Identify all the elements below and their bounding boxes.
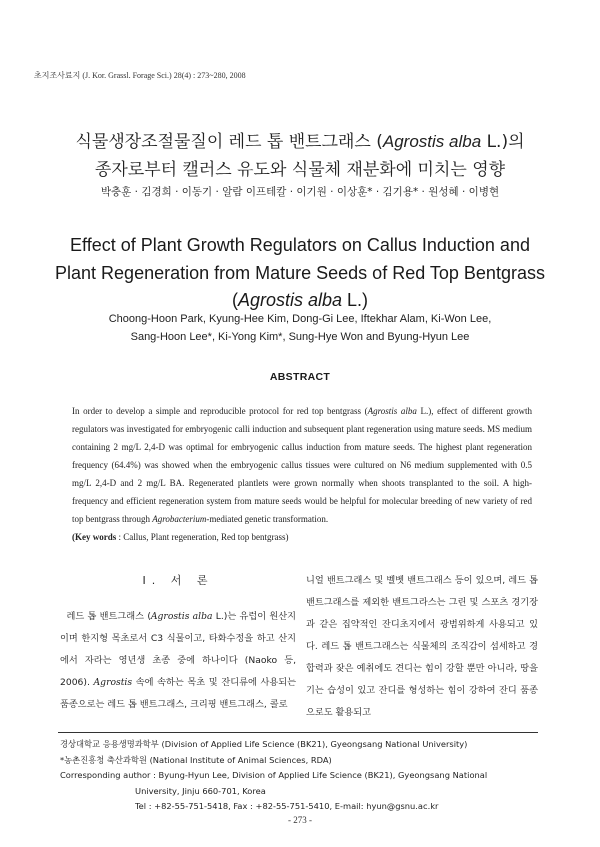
footnote-address: University, Jinju 660-701, Korea [135,785,266,796]
intro-paragraph: 니얼 밴트그래스 및 벨벳 밴트그래스 등이 있으며, 레드 톱 밴트그래스를 제외한 밴트그라스는 그린 및 스포츠 경기장과 같은 집약적인 잔디초지에서 광범위하게 사용되고 있다. 레드 톱 밴트그래스는 식물체의 조직감이 섬세하고 경합력과 잦은 예취에도 견디는 힘이 강할 뿐만 아니라, 땅을 기는 습성이 있고 잔디를 형성하는 힘이 강하여 잔디 품종으로도 활용되고 [306,575,538,718]
english-title-suffix: L.) [342,290,369,310]
page-number: - 273 - [288,815,312,825]
abstract-text: -mediated genetic transformation. [206,514,329,524]
korean-title-scientific-name: Agrostis alba [382,132,482,151]
intro-text: L.)는 유럽이 원산지이며 한지형 목초로서 C3 식물이고, 타화수정을 하고 산지에서 자라는 영년생 초종 중에 하나이다 (Naoko 등, 2006). [60,611,296,688]
intro-right-column [306,570,538,724]
keywords-label: (Key words [72,532,117,542]
footnote-affiliation-2: *농촌진흥청 축산과학원 (National Institute of Animal Sciences, RDA) [60,754,332,765]
english-title-line1: Effect of Plant Growth Regulators on Callus Induction and [70,235,530,255]
korean-title-line1 [0,128,600,156]
footnote-corresponding-author: Corresponding author : Byung-Hyun Lee, Division of Applied Life Science (BK21), Gyeongsang National [60,770,488,780]
journal-citation: 초지조사료지 (J. Kor. Grassl. Forage Sci.) 28(4) : 273~280, 2008 [34,71,246,80]
intro-text: 레드 톱 밴트그래스 ( [66,611,151,622]
korean-title-suffix: L.)의 [481,132,525,152]
abstract-text: In order to develop a simple and reproducible protocol for red top bentgrass ( [72,406,368,416]
intro-text: 속에 속하는 목초 및 잔디류에 사용되는 품종으로는 레드 톱 밴트그래스, 크리핑 밴트그래스, 콜로 [60,677,296,710]
section-heading-introduction: I. 서 론 [142,574,214,587]
abstract-scientific-name: Agrostis alba [367,406,417,416]
abstract-body [72,402,532,528]
english-authors-line2: Sang-Hoon Lee*, Ki-Yong Kim*, Sung-Hye Won and Byung-Hyun Lee [130,331,470,343]
abstract-text: L.), effect of different growth regulators was investigated for embryogenic calli induction and subsequent plant regeneration using mature seeds. MS medium containing 2 mg/L 2,4-D was optimal for embryogenic callus induction from mature seeds. The highest plant regeneration frequency (64.4%) was showed when the embryogenic callus tissues were cultured on N6 medium supplemented with 0.5 mg/L 2,4-D and 2 mg/L BA. Regenerated plantlets were grown normally when shoots transplanted to the soil. A high-frequency and efficient regeneration system from mature seeds would be helpful for molecular breeding of new variety of red top bentgrass through [72,406,532,524]
keywords [72,532,532,542]
intro-left-column [60,570,296,716]
footnote-contact: Tel : +82-55-751-5418, Fax : +82-55-751-5410, E-mail: hyun@gsnu.ac.kr [135,801,439,811]
korean-authors: 박충훈 · 김경희 · 이동기 · 알람 이프테칼 · 이기원 · 이상훈* · 김기용* · 원성혜 · 이병현 [100,186,500,198]
footnotes [60,737,540,815]
korean-title-text: 식물생장조절물질이 레드 톱 밴트그래스 ( [75,132,383,152]
english-authors-line1: Choong-Hoon Park, Kyung-Hee Kim, Dong-Gi Lee, Iftekhar Alam, Ki-Won Lee, [108,313,492,325]
english-title-scientific-name: Agrostis alba [237,290,343,310]
abstract-heading: ABSTRACT [269,371,331,383]
english-title-paren: ( [231,290,238,310]
english-title-line2: Plant Regeneration from Mature Seeds of Red Top Bentgrass [55,263,545,283]
intro-scientific-name: Agrostis [93,677,133,688]
korean-title-line2: 종자로부터 캘러스 유도와 식물체 재분화에 미치는 영향 [94,160,506,180]
footnote-divider [58,732,538,733]
keywords-text: : Callus, Plant regeneration, Red top bentgrass) [116,532,289,542]
abstract-scientific-name: Agrobacterium [152,514,207,524]
footnote-affiliation: 경상대학교 응용생명과학부 (Division of Applied Life Science (BK21), Gyeongsang National University) [60,739,468,749]
intro-scientific-name: Agrostis alba [150,611,213,622]
intro-paragraph [60,606,296,716]
